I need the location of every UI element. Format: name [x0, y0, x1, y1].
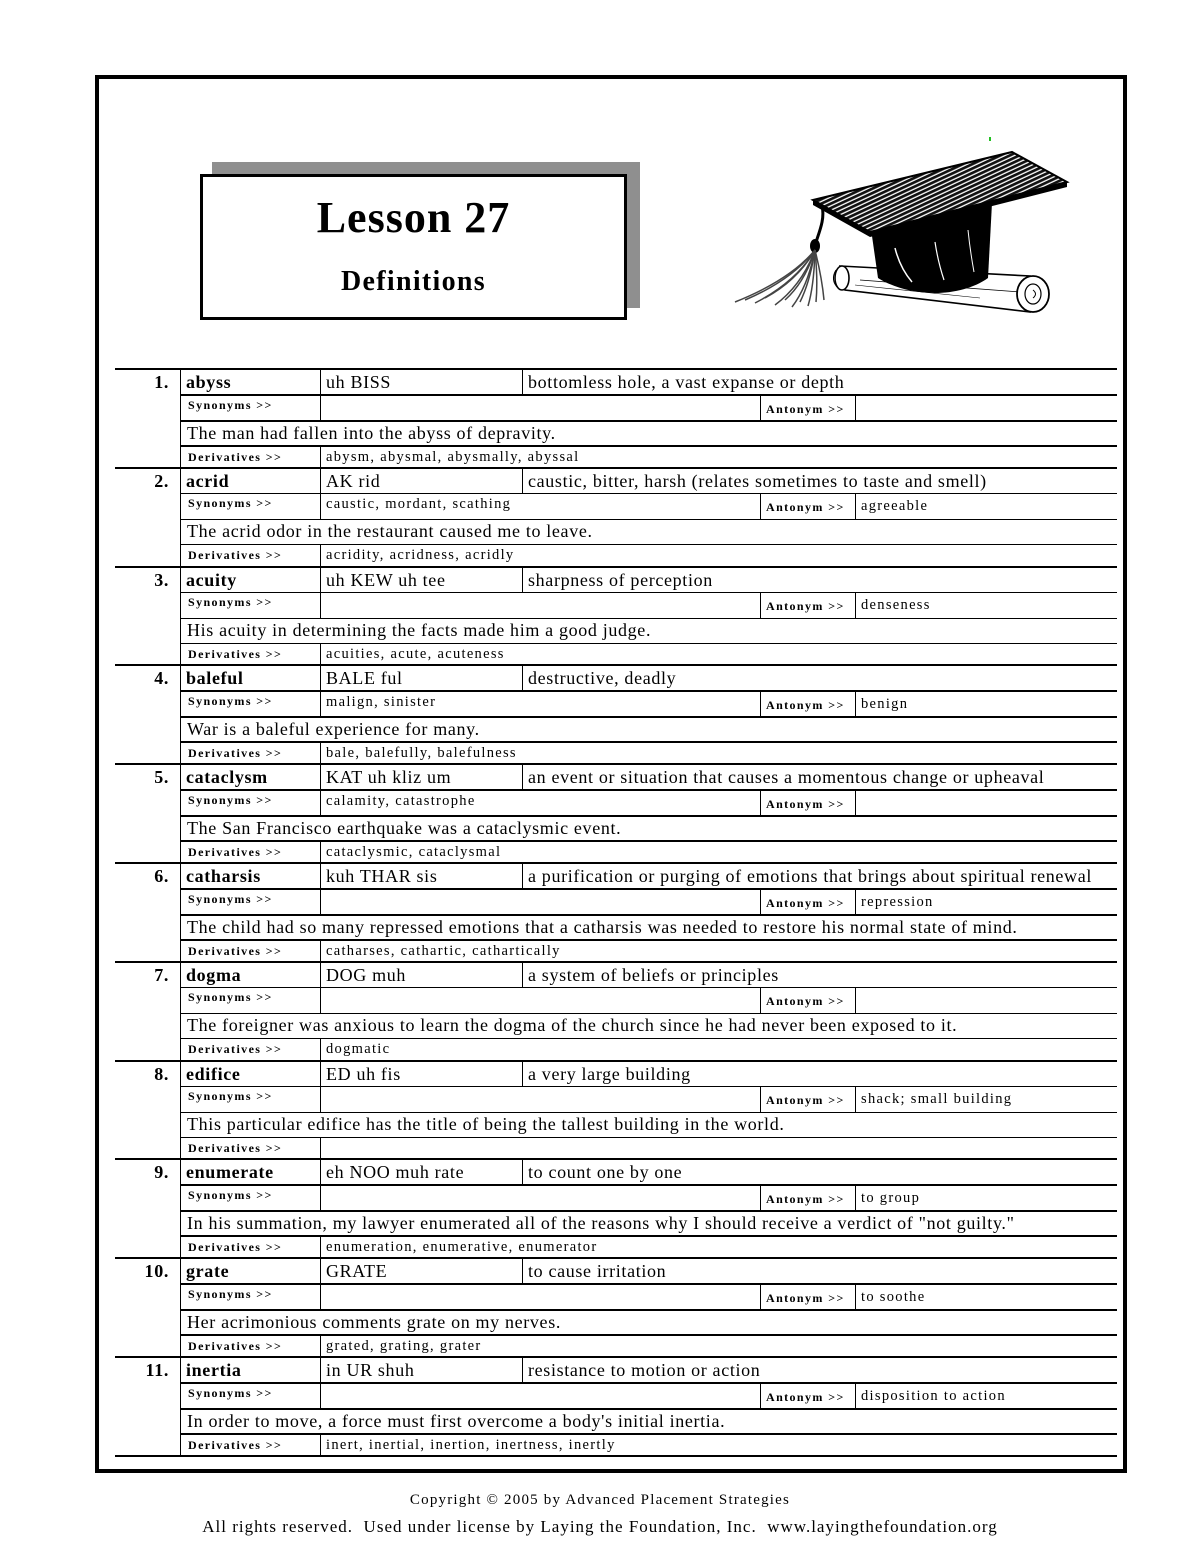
entry-definition: resistance to motion or action [522, 1358, 1117, 1382]
entry-pronunciation: in UR shuh [320, 1358, 522, 1382]
entry-definition: an event or situation that causes a momentous change or upheaval [522, 765, 1117, 789]
entry-word: acrid [180, 469, 320, 493]
synonyms-value [320, 396, 760, 421]
entry-pronunciation: BALE ful [320, 666, 522, 690]
derivatives-label: Derivatives >> [180, 545, 320, 565]
entry-number: 6. [154, 866, 169, 886]
entry-word: abyss [180, 370, 320, 394]
entry-definition: sharpness of perception [522, 568, 1117, 592]
synonyms-label: Synonyms >> [180, 1087, 320, 1112]
example-sentence: The child had so many repressed emotions that a catharsis was needed to restore his normal state of mind. [180, 916, 1117, 940]
example-sentence: The man had fallen into the abyss of depravity. [180, 422, 1117, 446]
derivatives-value: acuities, acute, acuteness [320, 644, 1117, 664]
derivatives-label: Derivatives >> [180, 1138, 320, 1158]
antonym-label: Antonym >> [760, 1186, 855, 1211]
derivatives-label: Derivatives >> [180, 447, 320, 467]
entry-number: 11. [145, 1360, 169, 1380]
antonym-label: Antonym >> [760, 1384, 855, 1409]
entry-pronunciation: kuh THAR sis [320, 864, 522, 888]
antonym-label: Antonym >> [760, 791, 855, 816]
example-sentence: War is a baleful experience for many. [180, 718, 1117, 742]
derivatives-value: inert, inertial, inertion, inertness, inertly [320, 1435, 1117, 1455]
entry-word: inertia [180, 1358, 320, 1382]
vocab-entry [115, 862, 1117, 961]
example-sentence: The foreigner was anxious to learn the dogma of the church since he had never been exposed to it. [180, 1014, 1117, 1038]
vocab-entry [115, 763, 1117, 862]
entry-number: 10. [144, 1261, 169, 1282]
copyright-line: Copyright © 2005 by Advanced Placement Strategies [409, 1492, 791, 1508]
entry-number: 7. [154, 964, 169, 985]
entry-word: cataclysm [180, 765, 320, 789]
vocab-entry [115, 1356, 1117, 1455]
derivatives-value: dogmatic [320, 1039, 1117, 1059]
entry-pronunciation: eh NOO muh rate [320, 1160, 522, 1184]
derivatives-value: catharses, cathartic, cathartically [320, 941, 1117, 961]
antonym-value: denseness [855, 593, 1117, 618]
derivatives-value [320, 1138, 1117, 1158]
synonyms-value [320, 1186, 760, 1211]
derivatives-label: Derivatives >> [180, 743, 320, 763]
antonym-value: repression [855, 890, 1117, 915]
derivatives-label: Derivatives >> [180, 1237, 320, 1257]
synonyms-label: Synonyms >> [180, 890, 320, 915]
entry-number: 2. [154, 470, 169, 491]
derivatives-value: abysm, abysmal, abysmally, abyssal [320, 447, 1117, 467]
entry-number: 1. [154, 372, 169, 392]
synonyms-value: malign, sinister [320, 692, 760, 717]
antonym-value: benign [855, 692, 1117, 717]
antonym-value: to soothe [855, 1285, 1117, 1310]
antonym-value: disposition to action [855, 1384, 1117, 1409]
entry-number: 4. [154, 668, 169, 689]
antonym-label: Antonym >> [760, 890, 855, 915]
entry-word: enumerate [180, 1160, 320, 1184]
entry-pronunciation: GRATE [320, 1259, 522, 1283]
page-title: Lesson 27 [316, 193, 511, 242]
synonyms-value: calamity, catastrophe [320, 791, 760, 816]
vocab-entry [115, 664, 1117, 763]
synonyms-label: Synonyms >> [180, 593, 320, 618]
example-sentence: In order to move, a force must first overcome a body's initial inertia. [180, 1410, 1117, 1434]
synonyms-label: Synonyms >> [180, 1285, 320, 1310]
entry-pronunciation: DOG muh [320, 963, 522, 987]
synonyms-label: Synonyms >> [180, 692, 320, 717]
entry-pronunciation: ED uh fis [320, 1062, 522, 1086]
synonyms-value [320, 593, 760, 618]
derivatives-label: Derivatives >> [180, 1435, 320, 1455]
example-sentence: In his summation, my lawyer enumerated all of the reasons why I should receive a verdict of "not guilty." [180, 1212, 1117, 1236]
entry-number: 3. [154, 569, 169, 590]
derivatives-value: enumeration, enumerative, enumerator [320, 1237, 1117, 1257]
title-box [200, 174, 627, 320]
entry-definition: bottomless hole, a vast expanse or depth [522, 370, 1117, 394]
entry-word: catharsis [180, 864, 320, 888]
example-sentence: The acrid odor in the restaurant caused me to leave. [180, 520, 1117, 544]
vocab-entry [115, 1060, 1117, 1159]
vocab-entry [115, 467, 1117, 566]
graduation-cap-icon [730, 130, 1075, 320]
derivatives-value: acridity, acridness, acridly [320, 545, 1117, 565]
antonym-label: Antonym >> [760, 1285, 855, 1310]
example-sentence: The San Francisco earthquake was a cataclysmic event. [180, 817, 1117, 841]
synonyms-label: Synonyms >> [180, 396, 320, 421]
entry-word: acuity [180, 568, 320, 592]
entry-definition: a purification or purging of emotions that brings about spiritual renewal [522, 864, 1117, 888]
antonym-label: Antonym >> [760, 988, 855, 1013]
synonyms-label: Synonyms >> [180, 1186, 320, 1211]
license-line: All rights reserved. Used under license by Laying the Foundation, Inc. www.layingthefoundation.org [202, 1517, 998, 1536]
entry-definition: a system of beliefs or principles [522, 963, 1117, 987]
antonym-label: Antonym >> [760, 494, 855, 519]
synonyms-label: Synonyms >> [180, 988, 320, 1013]
example-sentence: This particular edifice has the title of being the tallest building in the world. [180, 1113, 1117, 1137]
entry-definition: a very large building [522, 1062, 1117, 1086]
entry-pronunciation: AK rid [320, 469, 522, 493]
entry-definition: to cause irritation [522, 1259, 1117, 1283]
entry-definition: to count one by one [522, 1160, 1117, 1184]
antonym-value: to group [855, 1186, 1117, 1211]
synonyms-value [320, 890, 760, 915]
example-sentence: Her acrimonious comments grate on my nerves. [180, 1311, 1117, 1335]
synonyms-value [320, 1087, 760, 1112]
entry-pronunciation: uh KEW uh tee [320, 568, 522, 592]
antonym-value: agreeable [855, 494, 1117, 519]
derivatives-value: grated, grating, grater [320, 1336, 1117, 1356]
entry-definition: destructive, deadly [522, 666, 1117, 690]
page-subtitle: Definitions [341, 266, 486, 297]
synonyms-label: Synonyms >> [180, 791, 320, 816]
table-bottom-rule [115, 1455, 1117, 1457]
vocab-entry [115, 566, 1117, 665]
vocab-entry [115, 1257, 1117, 1356]
synonyms-value [320, 988, 760, 1013]
derivatives-value: cataclysmic, cataclysmal [320, 842, 1117, 862]
synonyms-value [320, 1285, 760, 1310]
entry-number: 8. [154, 1063, 169, 1084]
antonym-value [855, 396, 1117, 421]
synonyms-label: Synonyms >> [180, 494, 320, 519]
green-speck [989, 137, 991, 141]
entry-definition: caustic, bitter, harsh (relates sometimes to taste and smell) [522, 469, 1117, 493]
synonyms-value [320, 1384, 760, 1409]
antonym-value: shack; small building [855, 1087, 1117, 1112]
entry-pronunciation: KAT uh kliz um [320, 765, 522, 789]
entry-word: dogma [180, 963, 320, 987]
entry-number: 5. [154, 767, 169, 788]
vocab-entry [115, 961, 1117, 1060]
entry-word: grate [180, 1259, 320, 1283]
entry-number: 9. [154, 1162, 169, 1183]
synonyms-value: caustic, mordant, scathing [320, 494, 760, 519]
entry-pronunciation: uh BISS [320, 370, 522, 394]
synonyms-label: Synonyms >> [180, 1384, 320, 1409]
example-sentence: His acuity in determining the facts made him a good judge. [180, 619, 1117, 643]
antonym-label: Antonym >> [760, 396, 855, 421]
derivatives-label: Derivatives >> [180, 842, 320, 862]
derivatives-label: Derivatives >> [180, 644, 320, 664]
entry-word: baleful [180, 666, 320, 690]
antonym-label: Antonym >> [760, 692, 855, 717]
antonym-label: Antonym >> [760, 593, 855, 618]
antonym-label: Antonym >> [760, 1087, 855, 1112]
vocab-entry [115, 1158, 1117, 1257]
derivatives-label: Derivatives >> [180, 941, 320, 961]
entry-word: edifice [180, 1062, 320, 1086]
vocabulary-table [115, 368, 1117, 1458]
derivatives-value: bale, balefully, balefulness [320, 743, 1117, 763]
derivatives-label: Derivatives >> [180, 1039, 320, 1059]
antonym-value [855, 791, 1117, 816]
derivatives-label: Derivatives >> [180, 1336, 320, 1356]
vocab-entry [115, 368, 1117, 467]
tassel [735, 206, 824, 307]
antonym-value [855, 988, 1117, 1013]
